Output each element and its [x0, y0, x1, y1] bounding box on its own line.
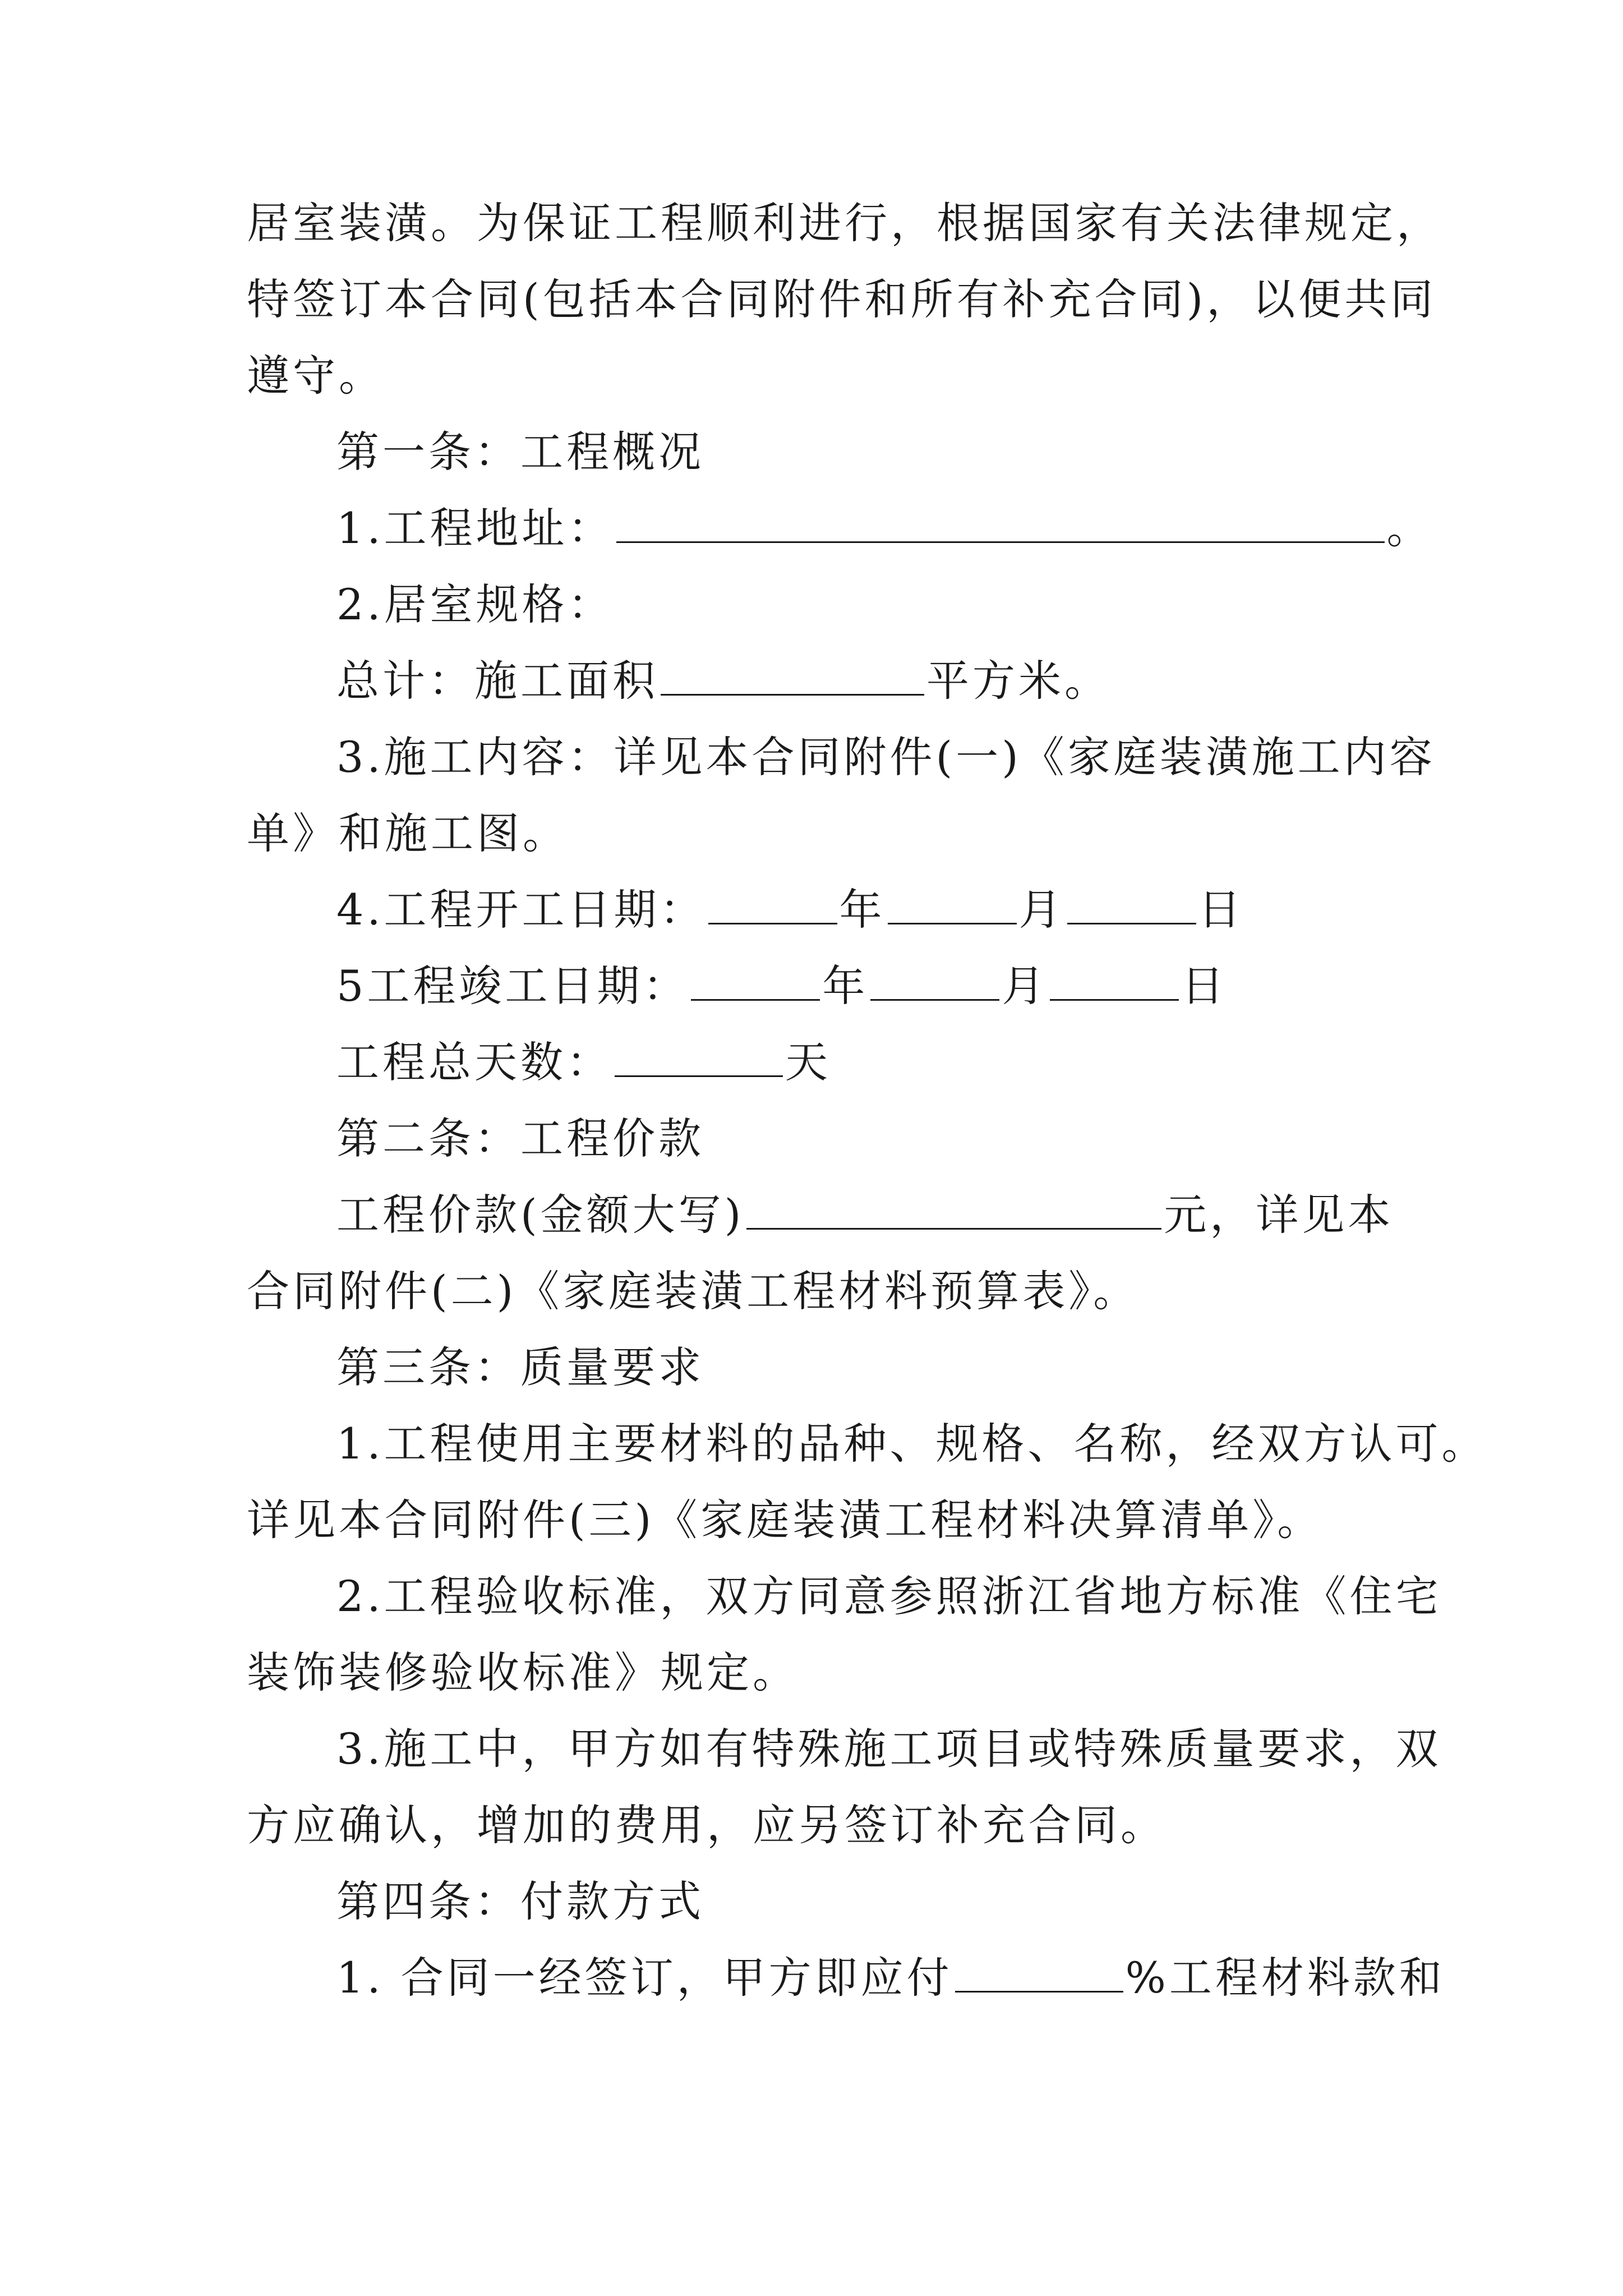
- end-year-blank[interactable]: [691, 960, 820, 1001]
- year-label: 年: [822, 961, 869, 1011]
- payment-percent-blank[interactable]: [955, 1952, 1123, 1993]
- contract-page: [247, 185, 1488, 2016]
- payment-line: [247, 1940, 1445, 2016]
- quality-item-1: 1.工程使用主要材料的品种、规格、名称，经双方认可。: [336, 1419, 1488, 1469]
- total-days-line: [247, 1024, 1391, 1101]
- paragraph-line: 居室装潢。为保证工程顺利进行，根据国家有关法律规定，: [247, 198, 1442, 248]
- end-date-line: [247, 948, 1391, 1024]
- price-after: 元，详见本: [1164, 1190, 1394, 1240]
- quality-item-1-cont: 详见本合同附件(三)《家庭装潢工程材料决算清单》。: [247, 1495, 1324, 1545]
- article-2-title: 第二条：工程价款: [336, 1114, 704, 1163]
- total-days-label: 工程总天数：: [336, 1037, 612, 1087]
- total-days-unit: 天: [785, 1037, 831, 1087]
- month-label: 月: [1002, 961, 1048, 1011]
- price-line: [247, 1177, 1394, 1253]
- area-unit: 平方米。: [926, 656, 1110, 706]
- price-blank[interactable]: [746, 1189, 1161, 1230]
- payment-after: %工程材料款和: [1125, 1953, 1445, 2003]
- article-3-title: 第三条：质量要求: [336, 1342, 704, 1392]
- quality-item-2-cont: 装饰装修验收标准》规定。: [247, 1648, 799, 1697]
- start-date-line: [247, 872, 1391, 948]
- price-line-2: 合同附件(二)《家庭装潢工程材料预算表》。: [247, 1266, 1140, 1316]
- start-month-blank[interactable]: [888, 884, 1017, 924]
- start-day-blank[interactable]: [1067, 884, 1196, 924]
- area-line: [247, 643, 1391, 719]
- address-end: 。: [1386, 503, 1433, 553]
- quality-item-2: 2.工程验收标准，双方同意参照浙江省地方标准《住宅: [336, 1571, 1442, 1621]
- end-day-blank[interactable]: [1050, 960, 1179, 1001]
- content-line: 单》和施工图。: [247, 808, 569, 858]
- payment-label: 1. 合同一经签订，甲方即应付: [336, 1953, 953, 2003]
- article-1-title: 第一条：工程概况: [336, 427, 704, 477]
- address-label: 1.工程地址：: [336, 503, 614, 553]
- quality-item-3-cont: 方应确认，增加的费用，应另签订补充合同。: [247, 1800, 1166, 1850]
- day-label: 日: [1198, 885, 1244, 935]
- month-label: 月: [1018, 885, 1065, 935]
- end-date-label: 5工程竣工日期：: [336, 961, 689, 1011]
- area-blank[interactable]: [661, 655, 924, 696]
- end-month-blank[interactable]: [870, 960, 999, 1001]
- article-4-title: 第四条：付款方式: [336, 1876, 704, 1926]
- start-year-blank[interactable]: [708, 884, 837, 924]
- paragraph-line: 遵守。: [247, 351, 385, 401]
- content-line: 3.施工内容：详见本合同附件(一)《家庭装潢施工内容: [336, 732, 1436, 782]
- price-label: 工程价款(金额大写): [336, 1190, 745, 1240]
- spec-line: 2.居室规格：: [336, 579, 614, 629]
- address-line: [247, 490, 1433, 567]
- quality-item-3: 3.施工中，甲方如有特殊施工项目或特殊质量要求，双: [336, 1724, 1442, 1774]
- address-blank[interactable]: [616, 502, 1385, 543]
- paragraph-line: 特签订本合同(包括本合同附件和所有补充合同)，以便共同: [247, 274, 1437, 324]
- day-label: 日: [1181, 961, 1228, 1011]
- year-label: 年: [839, 885, 886, 935]
- total-days-blank[interactable]: [615, 1036, 783, 1077]
- area-label: 总计：施工面积: [336, 656, 658, 706]
- start-date-label: 4.工程开工日期：: [336, 885, 706, 935]
